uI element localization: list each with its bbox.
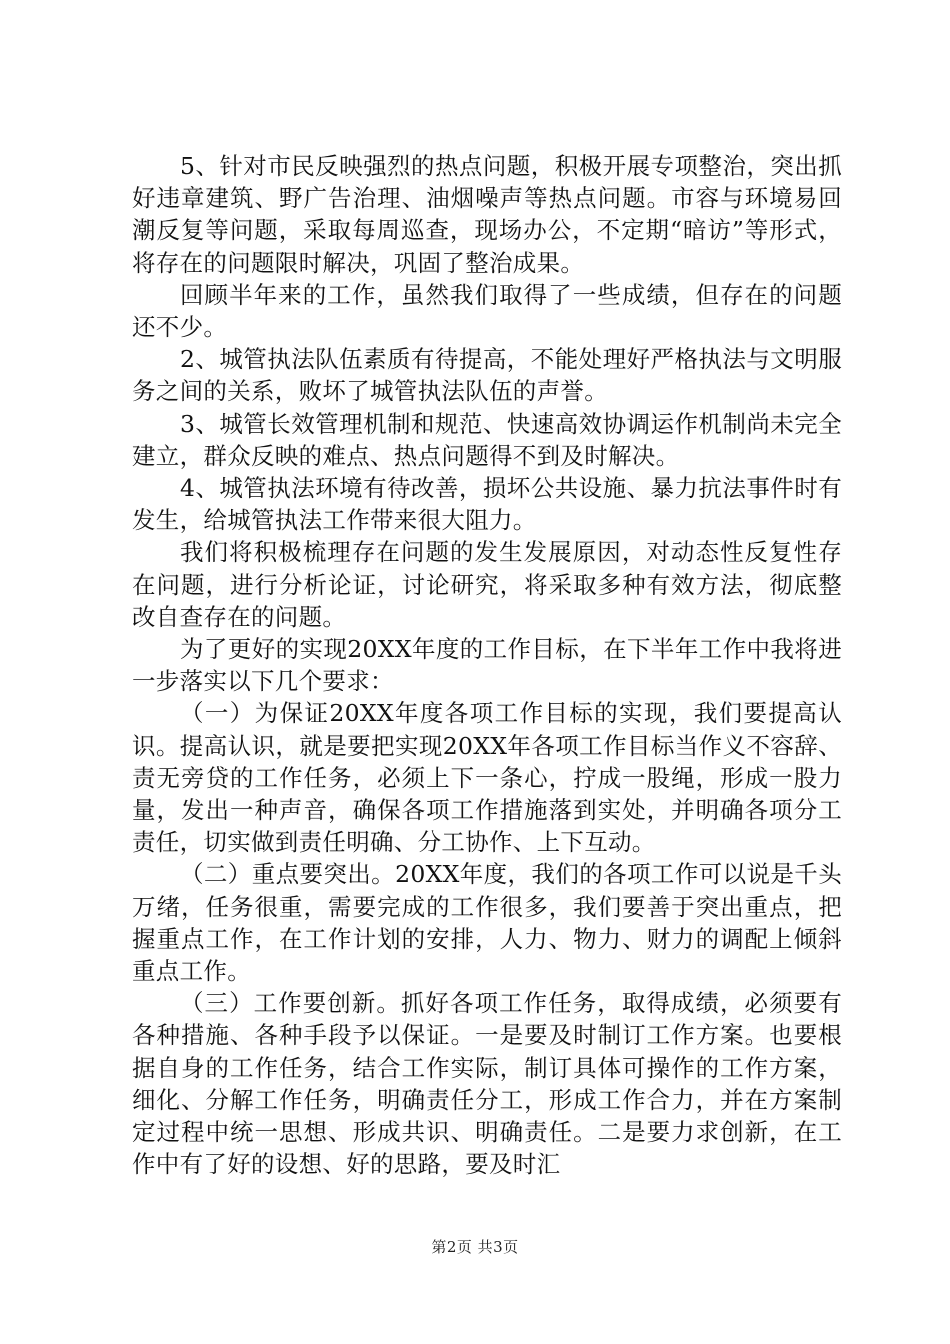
- paragraph-remediation: 我们将积极梳理存在问题的发生发展原因，对动态性反复性存在问题，进行分析论证，讨论研究，将采取多种有效方法，彻底整改自查存在的问题。: [132, 538, 842, 631]
- paragraph-problem-2: 2、城管执法队伍素质有待提高，不能处理好严格执法与文明服务之间的关系，败坏了城管执法队伍的声誉。: [132, 345, 842, 406]
- paragraph-problem-4: 4、城管执法环境有待改善，损坏公共设施、暴力抗法事件时有发生，给城管执法工作带来很大阻力。: [132, 474, 842, 535]
- paragraph-item-5: 5、针对市民反映强烈的热点问题，积极开展专项整治，突出抓好违章建筑、野广告治理、油烟噪声等热点问题。市容与环境易回潮反复等问题，采取每周巡查，现场办公，不定期“暗访”等形式，将存在的问题限时解决，巩固了整治成果。: [132, 152, 842, 277]
- paragraph-requirement-2: （二）重点要突出。20XX年度，我们的各项工作可以说是千头万绪，任务很重，需要完成的工作很多，我们要善于突出重点，把握重点工作，在工作计划的安排，人力、物力、财力的调配上倾斜重点工作。: [132, 860, 842, 986]
- document-body: [132, 150, 842, 1181]
- paragraph-requirement-1: （一）为保证20XX年度各项工作目标的实现，我们要提高认识。提高认识，就是要把实现20XX年各项工作目标当作义不容辞、责无旁贷的工作任务，必须上下一条心，拧成一股绳，形成一股力量，发出一种声音，确保各项工作措施落到实处，并明确各项分工责任，切实做到责任明确、分工协作、上下互动。: [132, 699, 842, 857]
- paragraph-requirement-3: （三）工作要创新。抓好各项工作任务，取得成绩，必须要有各种措施、各种手段予以保证。一是要及时制订工作方案。也要根据自身的工作任务，结合工作实际，制订具体可操作的工作方案，细化、分解工作任务，明确责任分工，形成工作合力，并在方案制定过程中统一思想、形成共识、明确责任。二是要力求创新，在工作中有了好的设想、好的思路，要及时汇: [132, 989, 842, 1179]
- paragraph-goals-intro: 为了更好的实现20XX年度的工作目标，在下半年工作中我将进一步落实以下几个要求：: [132, 635, 842, 696]
- page-number-footer: 第2页 共3页: [431, 1238, 519, 1256]
- paragraph-review: 回顾半年来的工作，虽然我们取得了一些成绩，但存在的问题还不少。: [132, 280, 842, 342]
- paragraph-problem-3: 3、城管长效管理机制和规范、快速高效协调运作机制尚未完全建立，群众反映的难点、热点问题得不到及时解决。: [132, 409, 842, 470]
